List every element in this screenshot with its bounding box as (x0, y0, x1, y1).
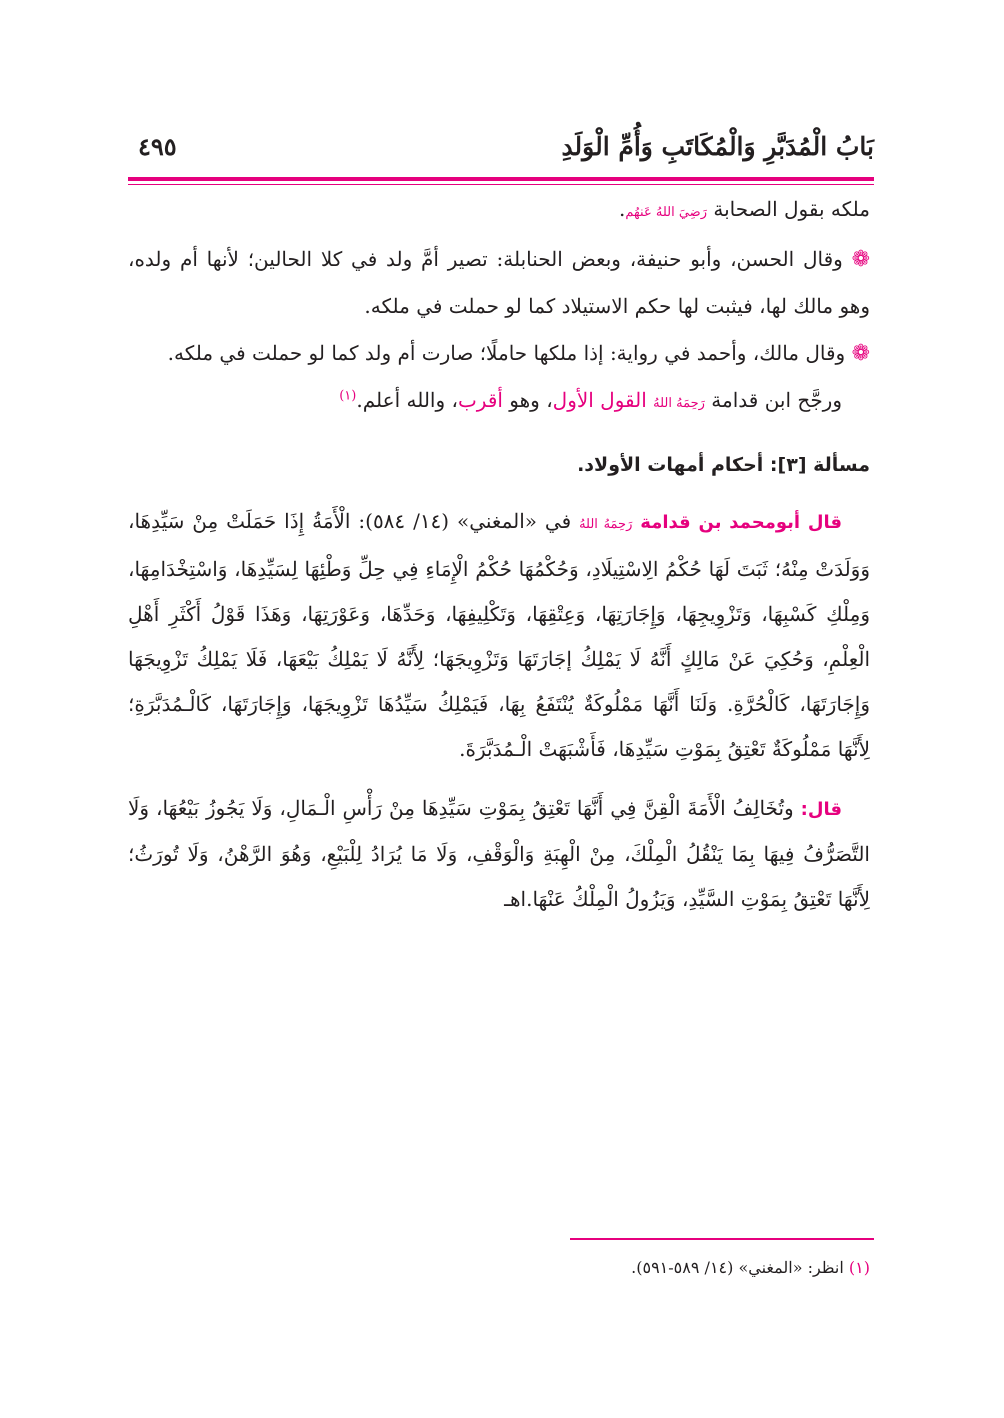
honorific: رَحِمَهُ اللهُ (653, 396, 705, 411)
footnote-ref[interactable]: (١) (339, 388, 357, 404)
flower-bullet-icon: ❁ (851, 341, 870, 366)
quote-attribution: قال أبومحمد بن قدامة (640, 512, 843, 533)
header-rule-thin (128, 184, 874, 185)
paragraph-4: ورجَّح ابن قدامة رَحِمَهُ اللهُ القول الأول، وهو أقرب، والله أعلم.$^{(١)}$ (339, 388, 842, 412)
running-header (128, 132, 874, 172)
footnote-marker: (١) (848, 1258, 870, 1277)
header-rule-thick (128, 177, 874, 181)
footnote: (١) انظر: «المغني» (١٤/ ٥٨٩-٥٩١). (631, 1258, 870, 1277)
highlight-text: أقرب (457, 388, 503, 412)
honorific: رَضِيَ اللهُ عَنهُم (625, 205, 707, 220)
paragraph-2: ❁ وقال الحسن، وأبو حنيفة، وبعض الحنابلة: تصير أمَّ ولد في كلا الحالين؛ لأنها أم ولده، وهو مالك لها، فيثبت لها حكم الاستيلاد كما لو حملت في ملكه. (128, 247, 870, 318)
main-text (128, 186, 870, 922)
highlight-text: القول الأول (552, 388, 647, 412)
quote-block-1: قال أبومحمد بن قدامة رَحِمَهُ اللهُ في «المغني» (١٤/ ٥٨٤): الْأَمَةُ إِذَا حَمَلَتْ مِنْ سَيِّدِهَا، وَوَلَدَتْ مِنْهُ؛ ثَبَتَ لَهَا حُكْمُ الِاسْتِيلَادِ، وَحُكْمُهَا حُكْمُ الْإِمَاءِ فِي حِلِّ وَطْئِهَا لِسَيِّدِهَا، وَاسْتِخْدَامِهَا، وَمِلْكِ كَسْبِهَا، وَتَزْوِيجِهَا، وَإِجَارَتِهَا، وَعِتْقِهَا، وَتَكْلِيفِهَا، وَحَدِّهَا، وَعَوْرَتِهَا، وَهَذَا قَوْلُ أَكْثَرِ أَهْلِ الْعِلْمِ، وَحُكِيَ عَنْ مَالِكٍ أَنَّهُ لَا يَمْلِكُ إجَارَتَهَا وَتَزْوِيجَهَا؛ لِأَنَّهُ لَا يَمْلِكُ بَيْعَهَا، فَلَا يَمْلِكُ تَزْوِيجَهَا وَإِجَارَتَهَا، كَالْحُرَّةِ. وَلَنَا أَنَّهَا مَمْلُوكَةٌ يُنْتَفَعُ بِهَا، فَيَمْلِكُ سَيِّدُهَا تَزْوِيجَهَا، وَإِجَارَتَهَا، كَالْـمُدَبَّرَةِ؛ لِأَنَّهَا مَمْلُوكَةٌ تَعْتِقُ بِمَوْتِ سَيِّدِهَا، فَأَشْبَهَتْ الْـمُدَبَّرَةَ. (128, 509, 870, 761)
page-number: ٤٩٥ (138, 132, 177, 161)
paragraph-1: ملكه بقول الصحابة رَضِيَ اللهُ عَنهُم. (619, 197, 870, 221)
flower-bullet-icon: ❁ (851, 247, 870, 272)
honorific: رَحِمَهُ اللهُ (579, 517, 633, 532)
quote-block-2: قال: وتُخَالِفُ الْأَمَةَ الْقِنَّ فِي أَنَّهَا تَعْتِقُ بِمَوْتِ سَيِّدِهَا مِنْ رَأْسِ الْـمَالِ، وَلَا يَجُوزُ بَيْعُهَا، وَلَا التَّصَرُّفُ فِيهَا بِمَا يَنْقُلُ الْمِلْكَ، مِنْ الْهِبَةِ وَالْوَقْفِ، وَلَا مَا يُرَادُ لِلْبَيْعِ، وَهُوَ الرَّهْنُ، وَلَا تُورَثُ؛ لِأَنَّهَا تَعْتِقُ بِمَوْتِ السَّيِّدِ، وَيَزُولُ الْمِلْكُ عَنْهَا.اهـ (128, 796, 870, 911)
footnote-rule (570, 1238, 874, 1240)
section-heading: مسألة [٣]: أحكام أمهات الأولاد. (577, 454, 870, 476)
chapter-title: بَابُ الْمُدَبَّرِ وَالْمُكَاتَبِ وَأُمِّ الْوَلَدِ (561, 132, 874, 161)
quote-attribution: قال: (800, 799, 842, 820)
paragraph-3: ❁ وقال مالك، وأحمد في رواية: إذا ملكها حاملًا؛ صارت أم ولد كما لو حملت في ملكه. (167, 341, 870, 366)
